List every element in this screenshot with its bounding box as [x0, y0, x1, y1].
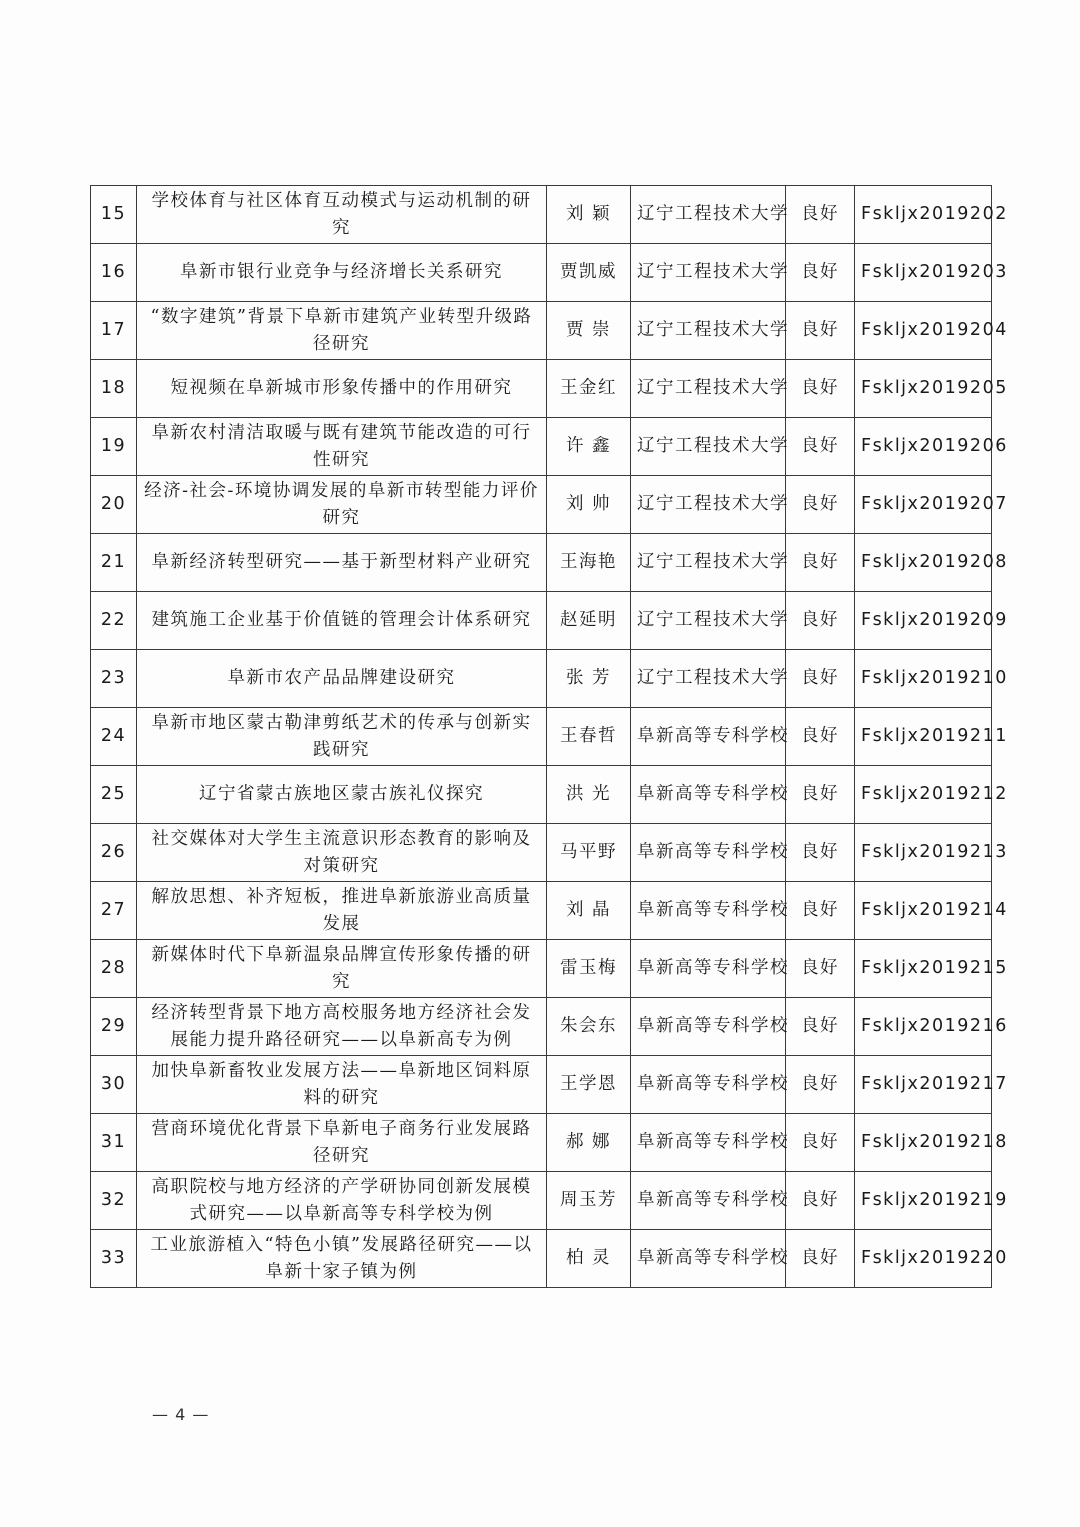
organization: 阜新高等专科学校	[631, 824, 786, 882]
table-row	[91, 592, 992, 650]
organization: 辽宁工程技术大学	[631, 418, 786, 476]
project-code: Fskljx2019210	[855, 650, 992, 708]
project-title: “数字建筑”背景下阜新市建筑产业转型升级路径研究	[137, 302, 547, 360]
project-code: Fskljx2019202	[855, 186, 992, 244]
project-code: Fskljx2019204	[855, 302, 992, 360]
evaluation-grade: 良好	[786, 940, 855, 998]
results-table-body	[91, 186, 1008, 1288]
project-code: Fskljx2019207	[855, 476, 992, 534]
project-title: 高职院校与地方经济的产学研协同创新发展模式研究——以阜新高等专科学校为例	[137, 1172, 547, 1230]
organization: 阜新高等专科学校	[631, 1056, 786, 1114]
table-row	[91, 1230, 992, 1288]
evaluation-grade: 良好	[786, 1114, 855, 1172]
results-table	[90, 185, 1008, 1288]
project-title: 解放思想、补齐短板，推进阜新旅游业高质量发展	[137, 882, 547, 940]
project-title: 工业旅游植入“特色小镇”发展路径研究——以阜新十家子镇为例	[137, 1230, 547, 1288]
organization: 阜新高等专科学校	[631, 708, 786, 766]
project-leader: 雷玉梅	[547, 940, 631, 998]
project-title: 辽宁省蒙古族地区蒙古族礼仪探究	[137, 766, 547, 824]
evaluation-grade: 良好	[786, 186, 855, 244]
project-code: Fskljx2019208	[855, 534, 992, 592]
table-row	[91, 418, 992, 476]
project-title: 经济-社会-环境协调发展的阜新市转型能力评价研究	[137, 476, 547, 534]
evaluation-grade: 良好	[786, 1172, 855, 1230]
table-row	[91, 708, 992, 766]
project-code: Fskljx2019218	[855, 1114, 992, 1172]
row-number: 31	[91, 1114, 137, 1172]
evaluation-grade: 良好	[786, 1056, 855, 1114]
project-title: 社交媒体对大学生主流意识形态教育的影响及对策研究	[137, 824, 547, 882]
project-leader: 许 鑫	[547, 418, 631, 476]
row-number: 22	[91, 592, 137, 650]
project-leader: 刘 颖	[547, 186, 631, 244]
project-leader: 马平野	[547, 824, 631, 882]
project-title: 加快阜新畜牧业发展方法——阜新地区饲料原料的研究	[137, 1056, 547, 1114]
row-number: 16	[91, 244, 137, 302]
table-row	[91, 360, 992, 418]
row-number: 24	[91, 708, 137, 766]
row-number: 27	[91, 882, 137, 940]
evaluation-grade: 良好	[786, 708, 855, 766]
project-leader: 刘 帅	[547, 476, 631, 534]
project-leader: 王海艳	[547, 534, 631, 592]
organization: 辽宁工程技术大学	[631, 592, 786, 650]
project-title: 新媒体时代下阜新温泉品牌宣传形象传播的研究	[137, 940, 547, 998]
table-row	[91, 476, 992, 534]
organization: 辽宁工程技术大学	[631, 302, 786, 360]
project-leader: 周玉芳	[547, 1172, 631, 1230]
page-number: — 4 —	[152, 1405, 210, 1424]
project-code: Fskljx2019214	[855, 882, 992, 940]
project-code: Fskljx2019216	[855, 998, 992, 1056]
project-leader: 洪 光	[547, 766, 631, 824]
evaluation-grade: 良好	[786, 476, 855, 534]
row-number: 26	[91, 824, 137, 882]
row-number: 30	[91, 1056, 137, 1114]
row-number: 23	[91, 650, 137, 708]
row-number: 20	[91, 476, 137, 534]
row-number: 25	[91, 766, 137, 824]
organization: 阜新高等专科学校	[631, 766, 786, 824]
project-code: Fskljx2019203	[855, 244, 992, 302]
evaluation-grade: 良好	[786, 418, 855, 476]
evaluation-grade: 良好	[786, 766, 855, 824]
project-leader: 朱会东	[547, 998, 631, 1056]
project-title: 阜新市农产品品牌建设研究	[137, 650, 547, 708]
project-title: 阜新市地区蒙古勒津剪纸艺术的传承与创新实践研究	[137, 708, 547, 766]
project-title: 阜新经济转型研究——基于新型材料产业研究	[137, 534, 547, 592]
project-title: 学校体育与社区体育互动模式与运动机制的研究	[137, 186, 547, 244]
table-row	[91, 1114, 992, 1172]
project-code: Fskljx2019205	[855, 360, 992, 418]
project-code: Fskljx2019212	[855, 766, 992, 824]
table-row	[91, 186, 992, 244]
project-leader: 王学恩	[547, 1056, 631, 1114]
project-leader: 王春哲	[547, 708, 631, 766]
evaluation-grade: 良好	[786, 592, 855, 650]
row-number: 19	[91, 418, 137, 476]
organization: 辽宁工程技术大学	[631, 534, 786, 592]
evaluation-grade: 良好	[786, 882, 855, 940]
project-leader: 贾 崇	[547, 302, 631, 360]
table-row	[91, 1172, 992, 1230]
project-code: Fskljx2019220	[855, 1230, 992, 1288]
row-number: 29	[91, 998, 137, 1056]
organization: 辽宁工程技术大学	[631, 186, 786, 244]
table-row	[91, 882, 992, 940]
evaluation-grade: 良好	[786, 534, 855, 592]
row-number: 32	[91, 1172, 137, 1230]
project-title: 建筑施工企业基于价值链的管理会计体系研究	[137, 592, 547, 650]
project-code: Fskljx2019215	[855, 940, 992, 998]
project-code: Fskljx2019206	[855, 418, 992, 476]
table-row	[91, 534, 992, 592]
row-number: 33	[91, 1230, 137, 1288]
evaluation-grade: 良好	[786, 824, 855, 882]
evaluation-grade: 良好	[786, 998, 855, 1056]
row-number: 21	[91, 534, 137, 592]
project-code: Fskljx2019213	[855, 824, 992, 882]
evaluation-grade: 良好	[786, 1230, 855, 1288]
organization: 阜新高等专科学校	[631, 1172, 786, 1230]
project-code: Fskljx2019217	[855, 1056, 992, 1114]
table-row	[91, 650, 992, 708]
organization: 阜新高等专科学校	[631, 1230, 786, 1288]
table-row	[91, 1056, 992, 1114]
project-code: Fskljx2019211	[855, 708, 992, 766]
project-leader: 赵延明	[547, 592, 631, 650]
table-row	[91, 302, 992, 360]
project-leader: 郝 娜	[547, 1114, 631, 1172]
organization: 阜新高等专科学校	[631, 1114, 786, 1172]
row-number: 15	[91, 186, 137, 244]
organization: 辽宁工程技术大学	[631, 360, 786, 418]
table-row	[91, 824, 992, 882]
row-number: 28	[91, 940, 137, 998]
evaluation-grade: 良好	[786, 360, 855, 418]
project-leader: 贾凯威	[547, 244, 631, 302]
organization: 阜新高等专科学校	[631, 940, 786, 998]
project-title: 营商环境优化背景下阜新电子商务行业发展路径研究	[137, 1114, 547, 1172]
project-leader: 张 芳	[547, 650, 631, 708]
project-code: Fskljx2019219	[855, 1172, 992, 1230]
organization: 辽宁工程技术大学	[631, 244, 786, 302]
project-title: 经济转型背景下地方高校服务地方经济社会发展能力提升路径研究——以阜新高专为例	[137, 998, 547, 1056]
row-number: 17	[91, 302, 137, 360]
organization: 阜新高等专科学校	[631, 998, 786, 1056]
project-title: 阜新市银行业竞争与经济增长关系研究	[137, 244, 547, 302]
evaluation-grade: 良好	[786, 650, 855, 708]
table-row	[91, 998, 992, 1056]
table-row	[91, 244, 992, 302]
evaluation-grade: 良好	[786, 244, 855, 302]
table-row	[91, 766, 992, 824]
organization: 辽宁工程技术大学	[631, 476, 786, 534]
project-title: 阜新农村清洁取暖与既有建筑节能改造的可行性研究	[137, 418, 547, 476]
project-code: Fskljx2019209	[855, 592, 992, 650]
table-row	[91, 940, 992, 998]
project-leader: 柏 灵	[547, 1230, 631, 1288]
project-leader: 刘 晶	[547, 882, 631, 940]
project-title: 短视频在阜新城市形象传播中的作用研究	[137, 360, 547, 418]
project-leader: 王金红	[547, 360, 631, 418]
organization: 阜新高等专科学校	[631, 882, 786, 940]
row-number: 18	[91, 360, 137, 418]
organization: 辽宁工程技术大学	[631, 650, 786, 708]
evaluation-grade: 良好	[786, 302, 855, 360]
